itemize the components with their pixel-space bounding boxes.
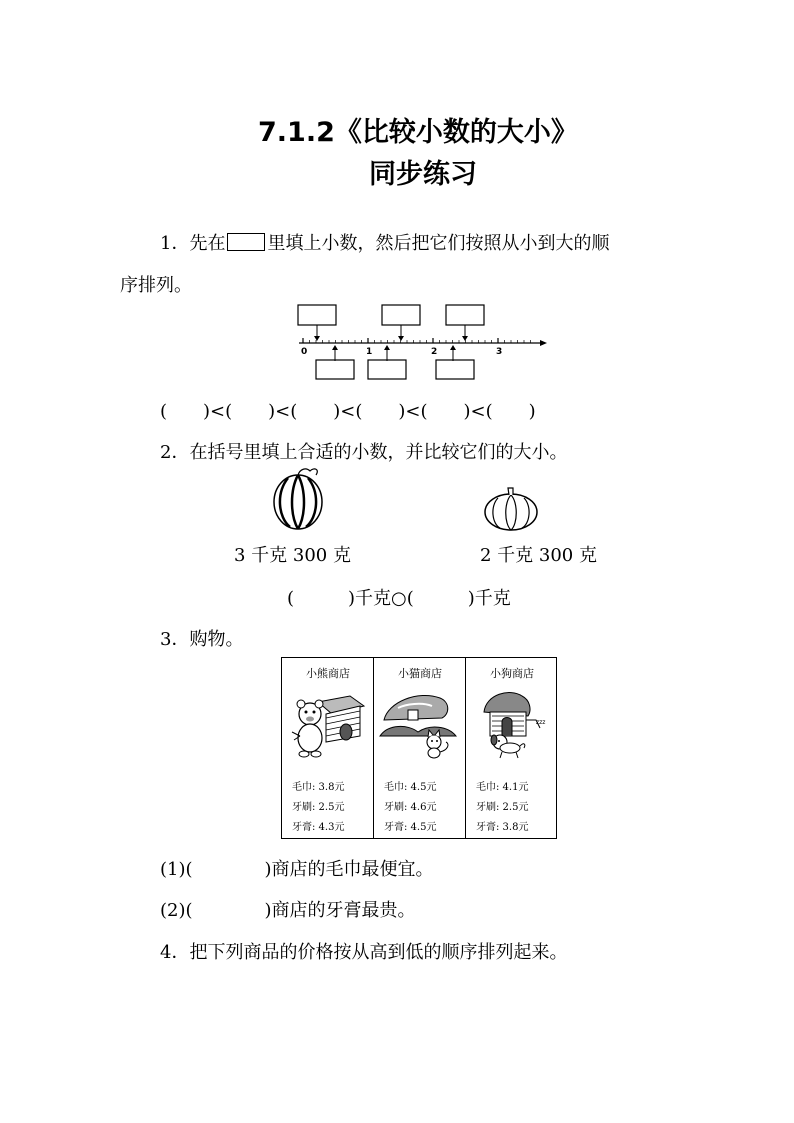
shop-name-bear: 小熊商店 <box>306 667 350 680</box>
question-3-sub-1: (1)( )商店的毛巾最便宜。 <box>160 859 434 880</box>
shop-name-cat: 小猫商店 <box>398 667 442 680</box>
price-dog-towel: 毛巾: 4.1元 <box>476 782 529 793</box>
price-bear-toothbrush: 牙刷: 2.5元 <box>292 802 345 813</box>
price-dog-toothpaste: 牙膏: 3.8元 <box>476 822 529 833</box>
question-4: 4．把下列商品的价格按从高到低的顺序排列起来。 <box>160 942 568 963</box>
answer-box-top-3[interactable] <box>446 305 484 325</box>
answer-box-top-1[interactable] <box>298 305 336 325</box>
pumpkin-weight: 2 千克 300 克 <box>480 545 597 566</box>
price-dog-toothbrush: 牙刷: 2.5元 <box>476 802 529 813</box>
tick-label-1: 1 <box>366 347 373 357</box>
shop-table <box>281 657 557 839</box>
svg-text:zzz: zzz <box>536 719 546 726</box>
question-1-text-a: 1．先在 <box>160 233 226 254</box>
answer-box-top-2[interactable] <box>382 305 420 325</box>
question-3: 3．购物。 <box>160 629 244 650</box>
compare-line: ( )千克○( )千克 <box>287 588 511 609</box>
answer-box-bottom-3[interactable] <box>436 360 474 379</box>
price-cat-toothbrush: 牙刷: 4.6元 <box>384 802 437 813</box>
question-1-text-b: 里填上小数，然后把它们按照从小到大的顺 <box>267 233 610 254</box>
cat-house-icon <box>378 684 460 760</box>
price-cat-towel: 毛巾: 4.5元 <box>384 782 437 793</box>
tick-label-0: 0 <box>301 347 308 357</box>
page-subtitle: 同步练习 <box>369 159 477 190</box>
question-3-sub-2: (2)( )商店的牙膏最贵。 <box>160 900 416 921</box>
shop-name-dog: 小狗商店 <box>490 667 534 680</box>
answer-box-bottom-1[interactable] <box>316 360 354 379</box>
page-title: 7.1.2《比较小数的大小》 <box>258 117 578 148</box>
dog-house-icon <box>470 684 554 760</box>
number-line-diagram <box>285 300 550 385</box>
answer-box[interactable] <box>227 233 265 251</box>
question-1-text-c: 序排列。 <box>120 275 192 296</box>
tick-label-3: 3 <box>496 347 503 357</box>
pumpkin-icon <box>482 486 540 532</box>
answer-box-bottom-2[interactable] <box>368 360 406 379</box>
order-line: ( )<( )<( )<( )<( )<( ) <box>160 401 536 422</box>
price-cat-toothpaste: 牙膏: 4.5元 <box>384 822 437 833</box>
question-2: 2．在括号里填上合适的小数，并比较它们的大小。 <box>160 442 568 463</box>
tick-label-2: 2 <box>431 347 438 357</box>
price-bear-towel: 毛巾: 3.8元 <box>292 782 345 793</box>
bear-house-icon <box>288 684 368 760</box>
question-1 <box>160 229 609 255</box>
price-bear-toothpaste: 牙膏: 4.3元 <box>292 822 345 833</box>
watermelon-icon <box>270 465 328 531</box>
watermelon-weight: 3 千克 300 克 <box>234 545 351 566</box>
